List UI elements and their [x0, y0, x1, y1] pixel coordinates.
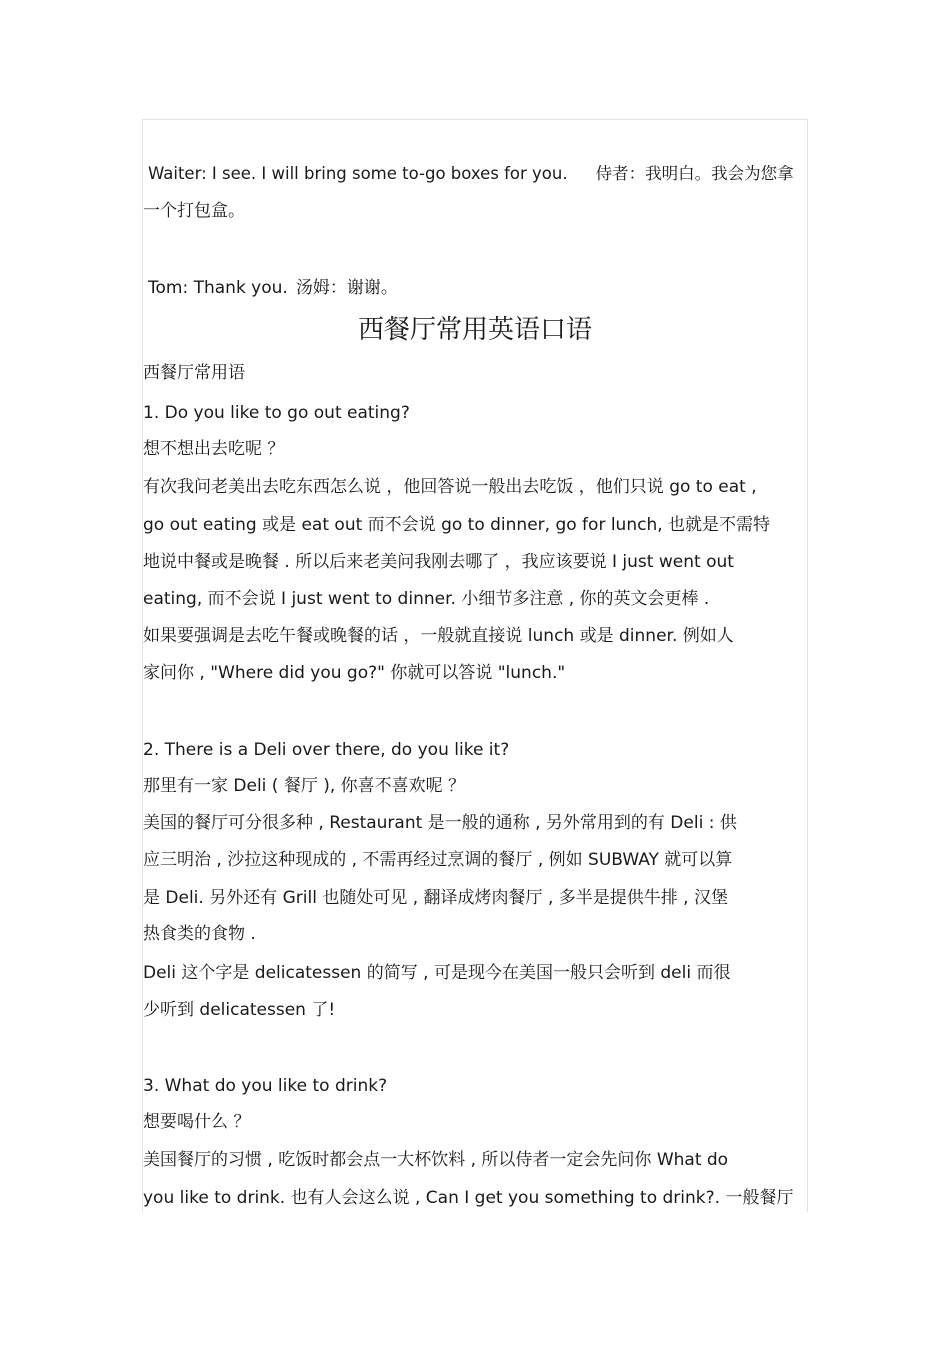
- section-2-line: 应三明治 , 沙拉这种现成的 , 不需再经过烹调的餐厅 , 例如 SUBWAY 就可以算: [143, 850, 733, 870]
- tom-english: Tom: Thank you.: [148, 278, 288, 298]
- section-3-heading: 3. What do you like to drink?: [143, 1076, 388, 1096]
- waiter-chinese-cont: 一个打包盒。: [143, 201, 245, 221]
- section-2-heading: 2. There is a Deli over there, do you like it?: [143, 740, 510, 760]
- section-3-chinese: 想要喝什么 ？: [143, 1112, 251, 1132]
- section-1-chinese: 想不想出去吃呢 ？: [143, 439, 285, 459]
- section-1-line: go out eating 或是 eat out 而不会说 go to dinner, go for lunch, 也就是不需特: [143, 515, 771, 535]
- section-3-line: 美国餐厅的习惯 , 吃饭时都会点一大杯饮料 , 所以侍者一定会先问你 What do: [143, 1150, 729, 1170]
- section-2-line: 是 Deli. 另外还有 Grill 也随处可见 , 翻译成烤肉餐厅 , 多半是提供牛排 , 汉堡: [143, 888, 728, 908]
- section-1-heading: 1. Do you like to go out eating?: [143, 403, 410, 423]
- section-2-line: 少听到 delicatessen 了!: [143, 1000, 336, 1020]
- dialogue-tom: [148, 277, 398, 299]
- section-2-line: 热食类的食物 .: [143, 924, 256, 944]
- section-1-line: 地说中餐或是晚餐 . 所以后来老美问我刚去哪了 ，我应该要说 I just went out: [143, 552, 734, 572]
- waiter-english: Waiter: I see. I will bring some to-go boxes for you.: [148, 164, 568, 183]
- tom-chinese: 汤姆：谢谢。: [295, 278, 398, 298]
- page-title: 西餐厅常用英语口语: [357, 315, 592, 345]
- waiter-chinese: 侍者：我明白。我会为您拿: [595, 164, 794, 183]
- dialogue-waiter: [148, 163, 794, 185]
- section-2-chinese: 那里有一家 Deli ( 餐厅 ), 你喜不喜欢呢 ？: [143, 776, 466, 796]
- subtitle: 西餐厅常用语: [143, 363, 245, 383]
- section-2-line: Deli 这个字是 delicatessen 的简写 , 可是现今在美国一般只会听到 deli 而很: [143, 963, 731, 983]
- section-3-line: you like to drink. 也有人会这么说 , Can I get you something to drink?. 一般餐厅: [143, 1188, 794, 1208]
- section-2-line: 美国的餐厅可分很多种 , Restaurant 是一般的通称 , 另外常用到的有 Deli : 供: [143, 813, 737, 833]
- section-1-line: 有次我问老美出去吃东西怎么说 ，他回答说一般出去吃饭 ，他们只说 go to eat ,: [143, 477, 757, 497]
- section-1-line: eating, 而不会说 I just went to dinner. 小细节多注意 , 你的英文会更棒 .: [143, 589, 710, 609]
- section-1-line: 家问你 , "Where did you go?" 你就可以答说 "lunch.": [143, 663, 566, 683]
- section-1-line: 如果要强调是去吃午餐或晚餐的话 ，一般就直接说 lunch 或是 dinner. 例如人: [143, 626, 734, 646]
